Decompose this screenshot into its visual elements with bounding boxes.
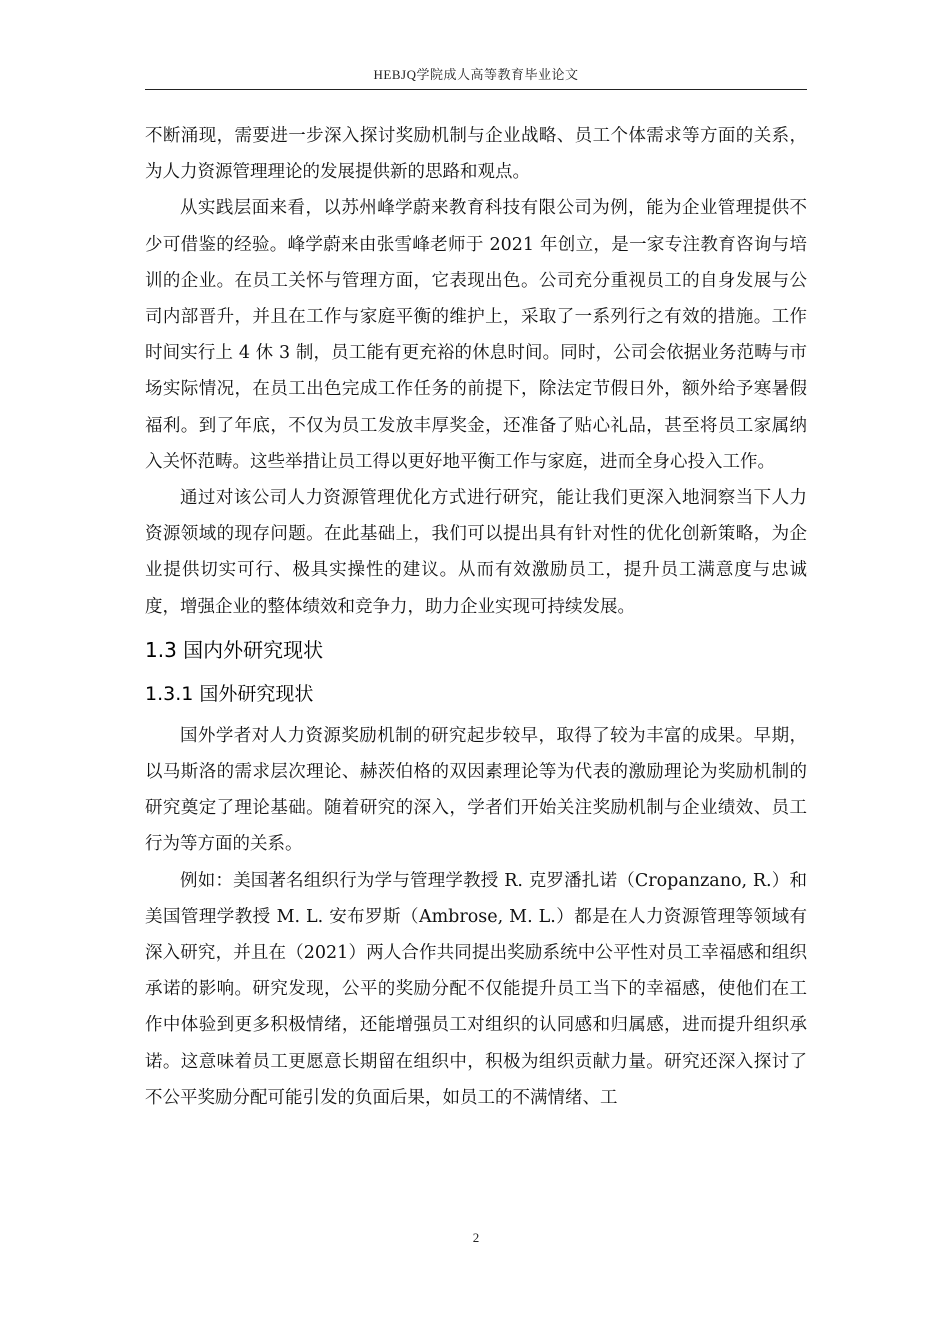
section-heading-1-3: 1.3 国内外研究现状 (145, 637, 324, 662)
paragraph-practice: 从实践层面来看，以苏州峰学蔚来教育科技有限公司为例，能为企业管理提供不少可借鉴的经验。峰学蔚来由张雪峰老师于 2021 年创立，是一家专注教育咨询与培训的企业。在员工关怀与管理方面，它表现出色。公司充分重视员工的自身发展与公司内部晋升，并且在工作与家庭平衡的维护上，采取了一系列行之有效的措施。工作时间实行上 4 休 3 制，员工能有更充裕的休息时间。同时，公司会依据业务范畴与市场实际情况，在员工出色完成工作任务的前提下，除法定节假日外，额外给予寒暑假福利。到了年底，不仅为员工发放丰厚奖金，还准备了贴心礼品，甚至将员工家属纳入关怀范畴。这些举措让员工得以更好地平衡工作与家庭，进而全身心投入工作。 (145, 198, 807, 472)
paragraph-continued: 不断涌现，需要进一步深入探讨奖励机制与企业战略、员工个体需求等方面的关系，为人力资源管理理论的发展提供新的思路和观点。 (145, 126, 807, 183)
header-divider (145, 89, 807, 90)
running-header: HEBJQ学院成人高等教育毕业论文 (373, 67, 579, 82)
paragraph-study: 通过对该公司人力资源管理优化方式进行研究，能让我们更深入地洞察当下人力资源领域的现存问题。在此基础上，我们可以提出具有针对性的优化创新策略，为企业提供切实可行、极具实操性的建议。从而有效激励员工，提升员工满意度与忠诚度，增强企业的整体绩效和竞争力，助力企业实现可持续发展。 (145, 488, 807, 617)
paragraph-example: 例如：美国著名组织行为学与管理学教授 R. 克罗潘扎诺（Cropanzano, R.）和美国管理学教授 M. L. 安布罗斯（Ambrose, M. L.）都是在人力资源管理等领域有深入研究，并且在（2021）两人合作共同提出奖励系统中公平性对员工幸福感和组织承诺的影响。研究发现，公平的奖励分配不仅能提升员工当下的幸福感，使他们在工作中体验到更多积极情绪，还能增强员工对组织的认同感和归属感，进而提升组织承诺。这意味着员工更愿意长期留在组织中，积极为组织贡献力量。研究还深入探讨了不公平奖励分配可能引发的负面后果，如员工的不满情绪、工 (145, 870, 807, 1108)
subsection-heading-1-3-1: 1.3.1 国外研究现状 (145, 682, 314, 705)
page-number: 2 (472, 1230, 480, 1245)
page-body (145, 118, 807, 1116)
paragraph-foreign-research: 国外学者对人力资源奖励机制的研究起步较早，取得了较为丰富的成果。早期，以马斯洛的需求层次理论、赫茨伯格的双因素理论等为代表的激励理论为奖励机制的研究奠定了理论基础。随着研究的深入，学者们开始关注奖励机制与企业绩效、员工行为等方面的关系。 (145, 725, 807, 855)
